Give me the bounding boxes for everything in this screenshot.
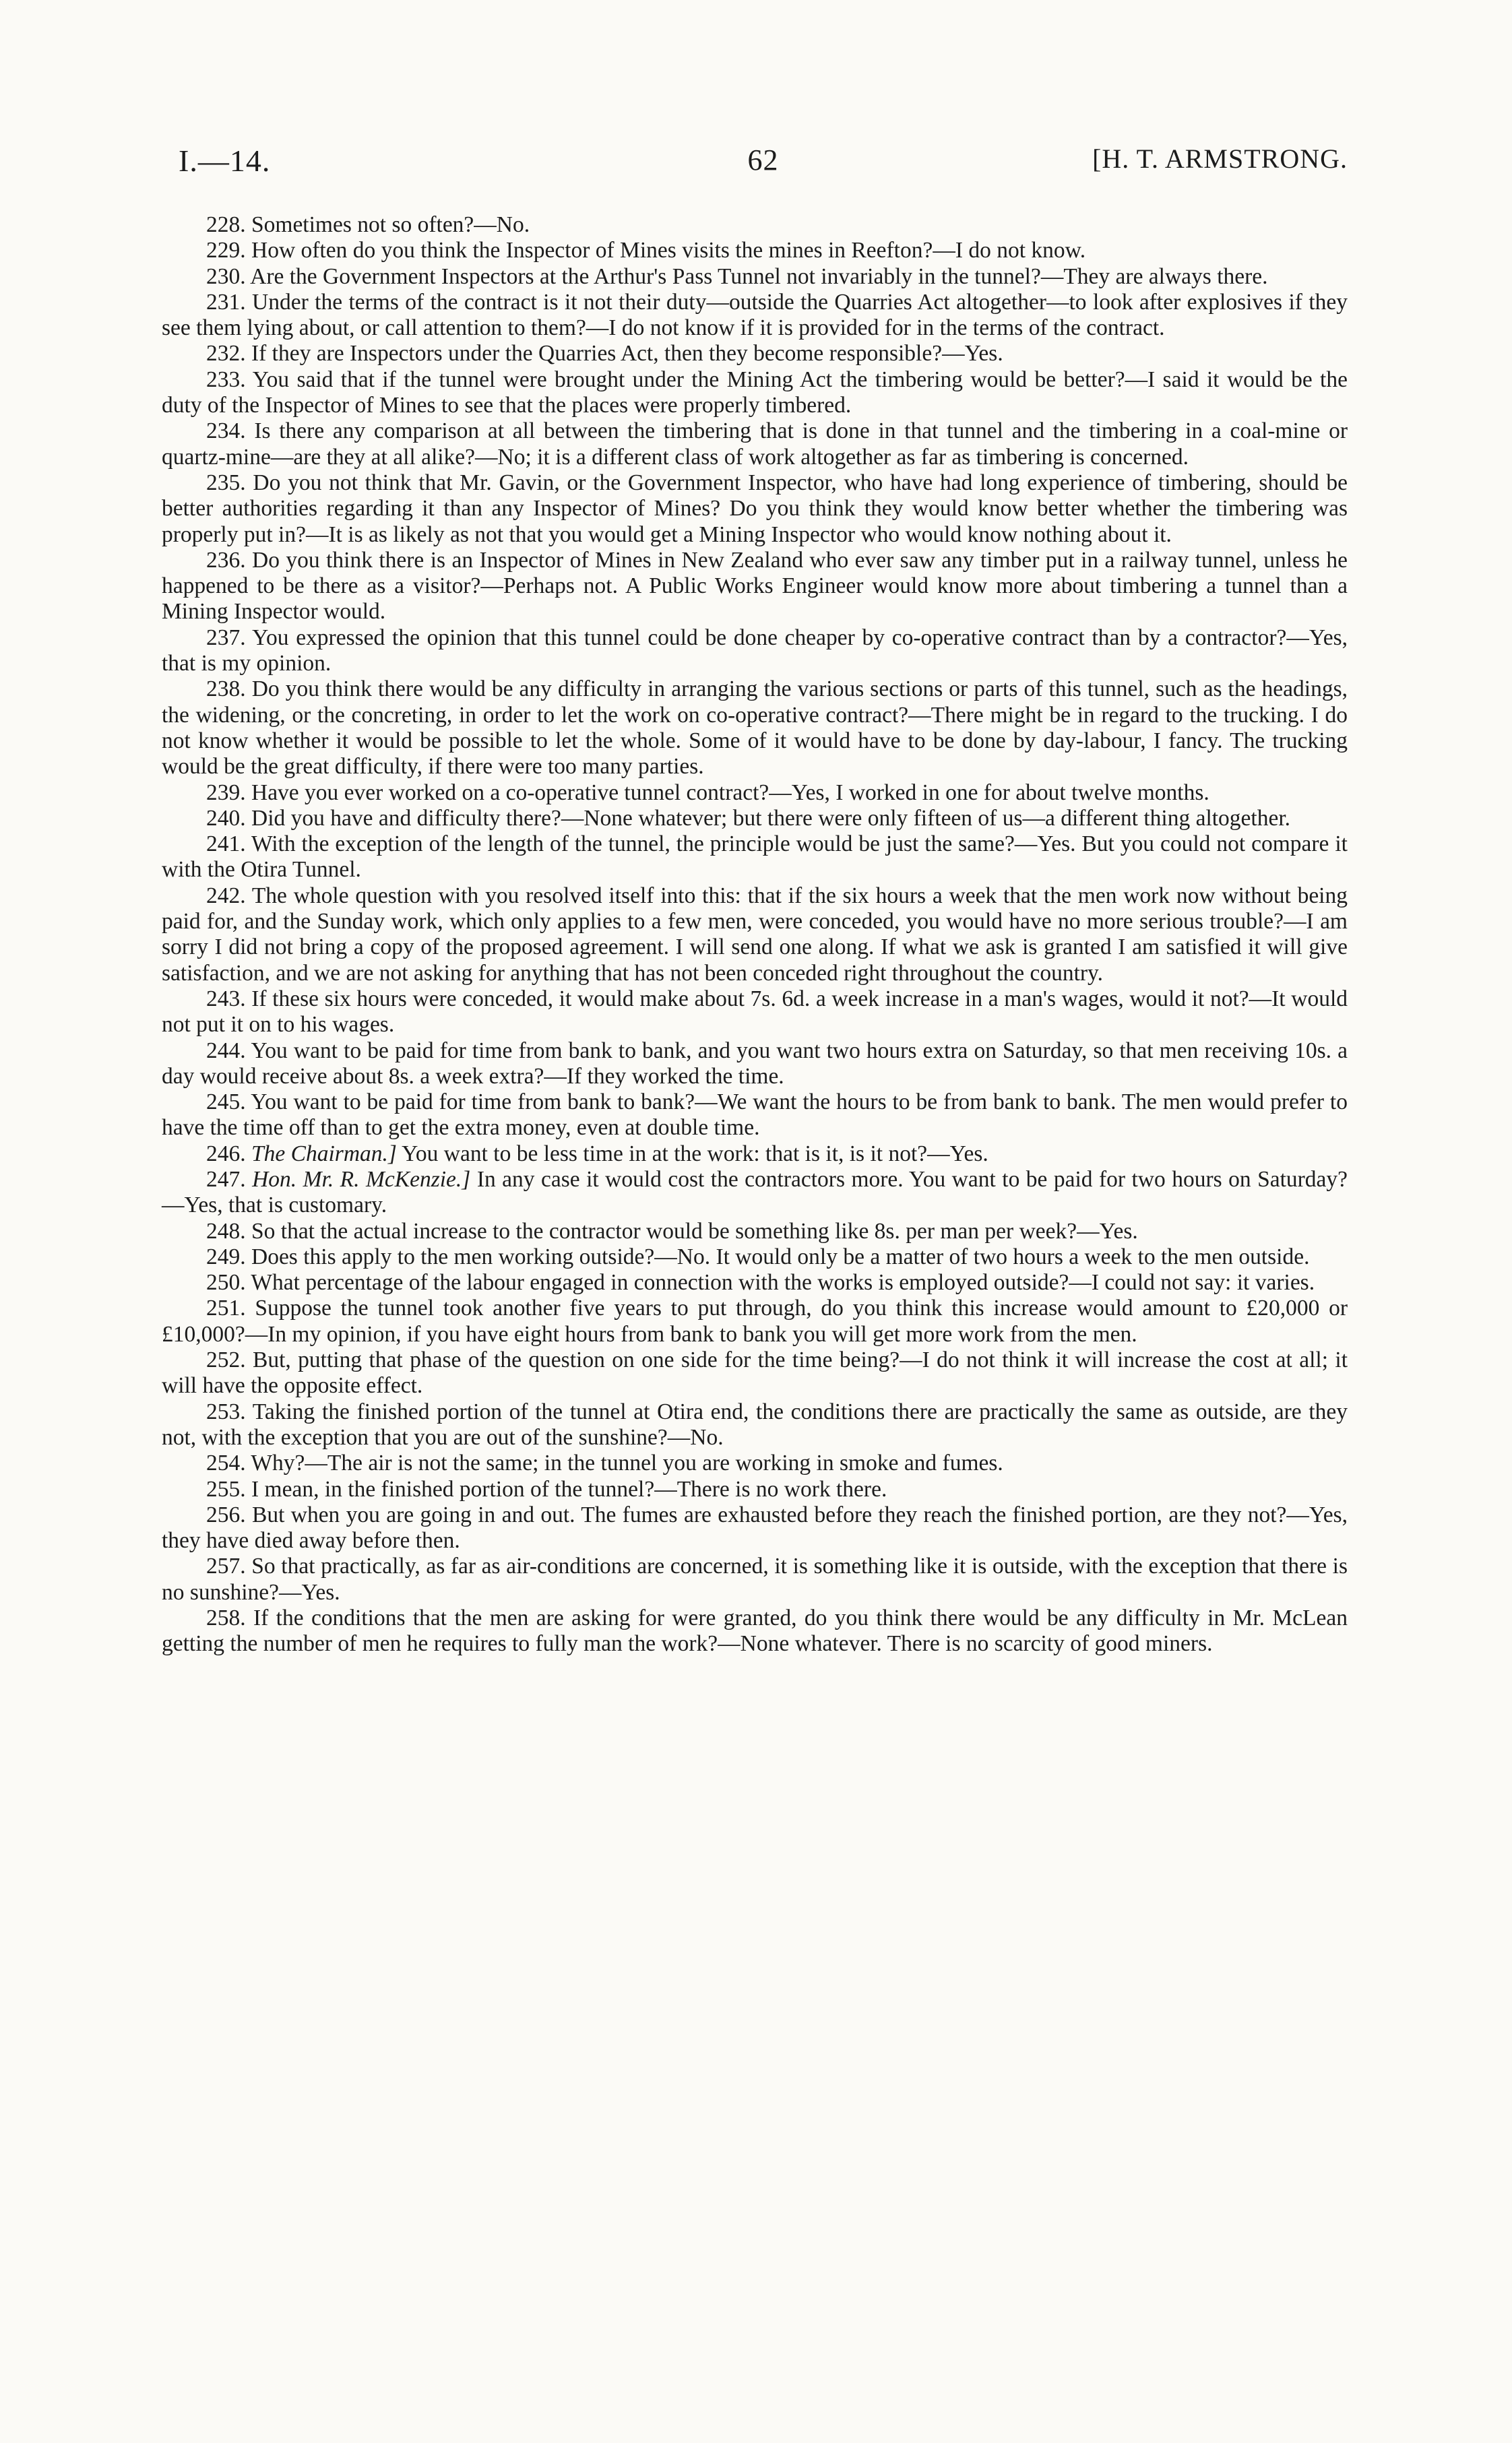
evidence-text <box>162 212 1348 1657</box>
question-text: Sometimes not so often?—No. <box>251 212 530 237</box>
question-text: With the exception of the length of the tunnel, the principle would be just the same?—Yes. But you could not compare it with the Otira Tunnel. <box>162 831 1348 883</box>
question-paragraph <box>162 1347 1348 1399</box>
question-paragraph <box>162 1451 1348 1476</box>
question-text: Do you not think that Mr. Gavin, or the Government Inspector, who have had long experience of timbering, should be better authorities regarding it than any Inspector of Mines? Do you think they would know better whether the timbering was properly put in?—It is as likely as not that you would get a Mining Inspector who would know nothing about it. <box>162 470 1348 547</box>
question-number: 254. <box>206 1451 246 1476</box>
question-text: Did you have and difficulty there?—None whatever; but there were only fifteen of us—a different thing altogether. <box>251 805 1291 831</box>
question-number: 250. <box>206 1270 246 1296</box>
question-paragraph <box>162 831 1348 883</box>
question-number: 236. <box>206 547 246 573</box>
question-text: You said that if the tunnel were brought under the Mining Act the timbering would be better?—I said it would be the duty of the Inspector of Mines to see that the places were properly timbered. <box>162 367 1348 418</box>
question-paragraph <box>162 625 1348 677</box>
question-paragraph <box>162 806 1348 831</box>
question-text: Is there any comparison at all between the timbering that is done in that tunnel and the timbering in a coal-mine or quartz-mine—are they at all alike?—No; it is a different class of work altogether as far as timbering is concerned. <box>162 418 1348 470</box>
question-number: 255. <box>206 1476 246 1502</box>
question-paragraph <box>162 264 1348 290</box>
question-paragraph <box>162 1477 1348 1502</box>
question-paragraph <box>162 238 1348 263</box>
question-text: Under the terms of the contract is it not their duty—outside the Quarries Act altogether—to look after explosives if they see them lying about, or call attention to them?—I do not know if it is provided for in the terms of the contract. <box>162 289 1348 341</box>
speaker-name: Hon. Mr. R. McKenzie.] <box>252 1166 471 1192</box>
question-paragraph <box>162 1399 1348 1451</box>
question-number: 251. <box>206 1296 246 1321</box>
question-text: The whole question with you resolved itself into this: that if the six hours a week that the men work now without being paid for, and the Sunday work, which only applies to a few men, were conceded, you would have no more serious trouble?—I am sorry I did not bring a copy of the proposed agreement. I will send one along. If what we ask is granted I am satisfied it will give satisfaction, and we are not asking for anything that has not been conceded right throughout the country. <box>162 883 1348 986</box>
question-paragraph <box>162 1554 1348 1606</box>
question-paragraph <box>162 470 1348 548</box>
question-text: What percentage of the labour engaged in connection with the works is employed outside?—I could not say: it varies. <box>251 1270 1315 1296</box>
question-paragraph <box>162 1296 1348 1347</box>
question-text: I mean, in the finished portion of the tunnel?—There is no work there. <box>251 1476 887 1502</box>
question-text: You want to be less time in at the work: that is it, is it not?—Yes. <box>402 1141 988 1166</box>
question-text: Do you think there is an Inspector of Mines in New Zealand who ever saw any timber put in a railway tunnel, unless he happened to be there as a visitor?—Perhaps not. A Public Works Engineer would know more about timbering a tunnel than a Mining Inspector would. <box>162 547 1348 625</box>
question-number: 256. <box>206 1502 246 1527</box>
question-number: 242. <box>206 883 246 908</box>
question-paragraph <box>162 676 1348 780</box>
question-number: 234. <box>206 418 246 444</box>
question-number: 230. <box>206 263 246 289</box>
question-paragraph <box>162 1502 1348 1554</box>
question-number: 248. <box>206 1218 246 1244</box>
question-paragraph <box>162 883 1348 986</box>
question-text: Does this apply to the men working outside?—No. It would only be a matter of two hours a week to the men outside. <box>251 1244 1310 1269</box>
question-number: 241. <box>206 831 246 857</box>
question-number: 240. <box>206 805 246 831</box>
question-number: 244. <box>206 1038 246 1063</box>
question-number: 252. <box>206 1347 246 1373</box>
question-paragraph <box>162 1606 1348 1657</box>
question-paragraph <box>162 212 1348 238</box>
page-header <box>179 143 1348 183</box>
question-paragraph <box>162 780 1348 806</box>
question-paragraph <box>162 1244 1348 1270</box>
question-paragraph <box>162 1270 1348 1296</box>
question-number: 257. <box>206 1554 246 1579</box>
question-paragraph <box>162 418 1348 470</box>
question-paragraph <box>162 290 1348 342</box>
question-text: Have you ever worked on a co-operative tunnel contract?—Yes, I worked in one for about twelve months. <box>251 780 1209 805</box>
question-paragraph <box>162 1167 1348 1219</box>
question-number: 249. <box>206 1244 246 1269</box>
question-number: 237. <box>206 625 246 650</box>
question-text: Taking the finished portion of the tunnel at Otira end, the conditions there are practically the same as outside, are they not, with the exception that you are out of the sunshine?—No. <box>162 1399 1348 1450</box>
question-text: Suppose the tunnel took another five years to put through, do you think this increase would amount to £20,000 or £10,000?—In my opinion, if you have eight hours from bank to bank you will get more work from the men. <box>162 1296 1348 1347</box>
question-paragraph <box>162 1038 1348 1090</box>
question-number: 235. <box>206 470 246 495</box>
question-number: 243. <box>206 986 246 1011</box>
speaker-name: The Chairman.] <box>251 1141 397 1166</box>
question-number: 233. <box>206 367 246 392</box>
question-paragraph <box>162 1089 1348 1141</box>
question-paragraph <box>162 341 1348 367</box>
question-number: 232. <box>206 341 246 367</box>
question-text: In any case it would cost the contractors more. You want to be paid for two hours on Saturday?—Yes, that is customary. <box>162 1166 1348 1218</box>
question-number: 247. <box>206 1166 246 1192</box>
question-text: You want to be paid for time from bank to bank, and you want two hours extra on Saturday, so that men receiving 10s. a day would receive about 8s. a week extra?—If they worked the time. <box>162 1038 1348 1089</box>
question-paragraph <box>162 1219 1348 1244</box>
question-number: 239. <box>206 780 246 805</box>
question-number: 253. <box>206 1399 246 1424</box>
question-number: 229. <box>206 238 246 263</box>
question-text: Do you think there would be any difficulty in arranging the various sections or parts of this tunnel, such as the headings, the widening, or the concreting, in order to let the work on co-operative contract?—There might be in regard to the trucking. I do not know whether it would be possible to let the whole. Some of it would have to be done by day-labour, I fancy. The trucking would be the great difficulty, if there were too many parties. <box>162 676 1348 780</box>
question-text: If the conditions that the men are asking for were granted, do you think there would be any difficulty in Mr. McLean getting the number of men he requires to fully man the work?—None whatever. There is no scarcity of good miners. <box>162 1606 1348 1657</box>
question-text: You want to be paid for time from bank to bank?—We want the hours to be from bank to bank. The men would prefer to have the time off than to get the extra money, even at double time. <box>162 1089 1348 1141</box>
question-number: 238. <box>206 676 246 702</box>
question-text: So that the actual increase to the contractor would be something like 8s. per man per week?—Yes. <box>251 1218 1138 1244</box>
question-number: 231. <box>206 289 246 315</box>
question-text: Why?—The air is not the same; in the tunnel you are working in smoke and fumes. <box>251 1451 1003 1476</box>
question-text: You expressed the opinion that this tunnel could be done cheaper by co-operative contract than by a contractor?—Yes, that is my opinion. <box>162 625 1348 676</box>
question-text: How often do you think the Inspector of Mines visits the mines in Reefton?—I do not know. <box>251 238 1086 263</box>
question-text: If these six hours were conceded, it would make about 7s. 6d. a week increase in a man's wages, would it not?—It would not put it on to his wages. <box>162 986 1348 1038</box>
question-paragraph <box>162 986 1348 1038</box>
question-number: 228. <box>206 212 246 237</box>
question-text: If they are Inspectors under the Quarries Act, then they become responsible?—Yes. <box>251 341 1003 367</box>
question-text: So that practically, as far as air-conditions are concerned, it is something like it is outside, with the exception that there is no sunshine?—Yes. <box>162 1554 1348 1605</box>
question-number: 258. <box>206 1606 246 1631</box>
paper-reference: I.—14. <box>179 144 271 178</box>
question-number: 246. <box>206 1141 246 1166</box>
question-paragraph <box>162 548 1348 625</box>
question-number: 245. <box>206 1089 246 1115</box>
question-text: But when you are going in and out. The fumes are exhausted before they reach the finished portion, are they not?—Yes, they have died away before then. <box>162 1502 1348 1554</box>
question-paragraph <box>162 367 1348 419</box>
page-number: 62 <box>747 144 779 177</box>
witness-name: [H. T. ARMSTRONG. <box>1092 144 1348 174</box>
question-paragraph <box>162 1141 1348 1167</box>
question-text: Are the Government Inspectors at the Arthur's Pass Tunnel not invariably in the tunnel?—They are always there. <box>250 263 1268 289</box>
question-text: But, putting that phase of the question on one side for the time being?—I do not think it will increase the cost at all; it will have the opposite effect. <box>162 1347 1348 1399</box>
